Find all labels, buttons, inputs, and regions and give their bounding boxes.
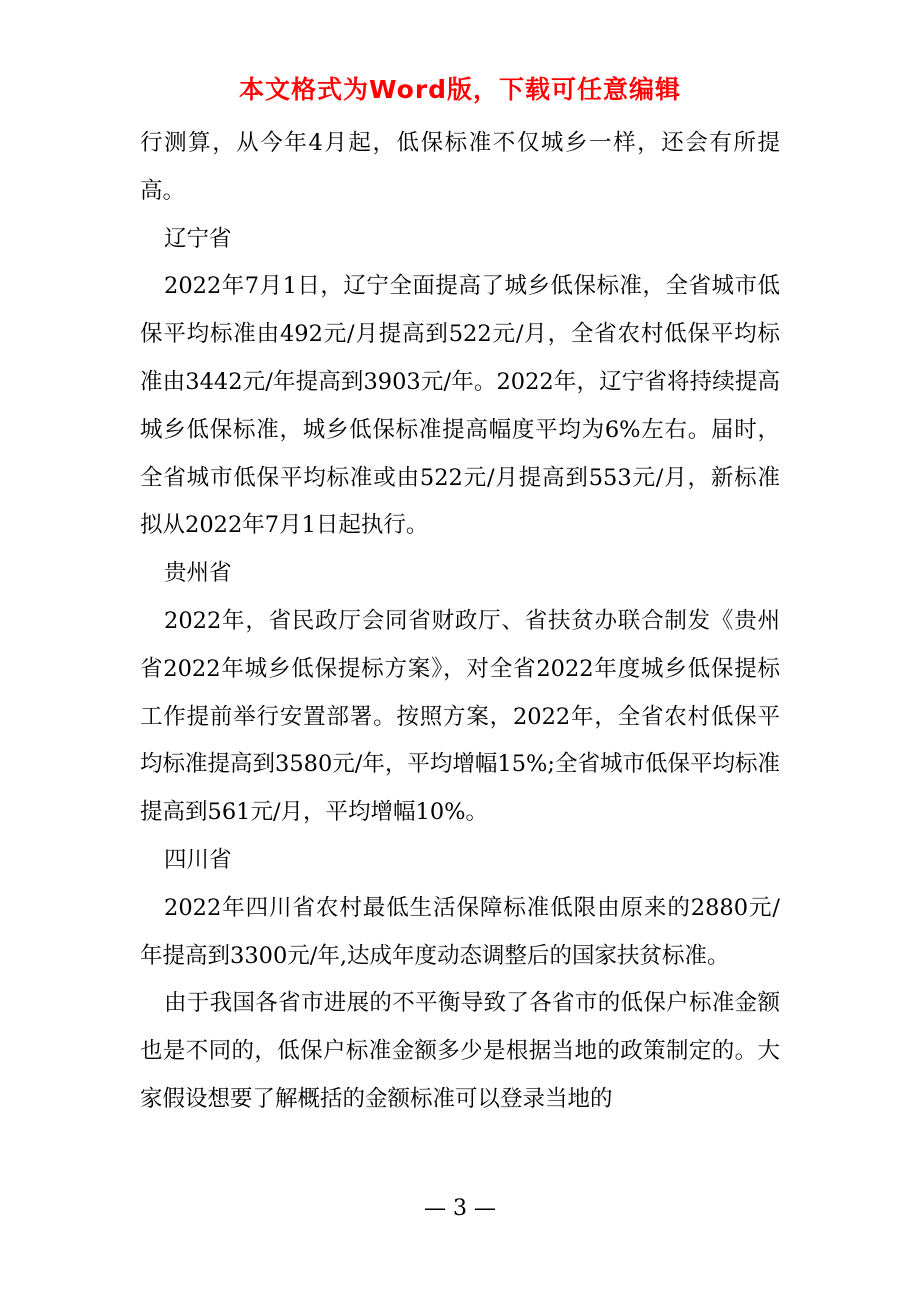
page-number: — 3 —	[424, 1196, 496, 1221]
paragraph-liaoning: 2022年7月1日，辽宁全面提高了城乡低保标准，全省城市低保平均标准由492元/月提高到522元/月，全省农村低保平均标准由3442元/年提高到3903元/年。2022年，辽宁省将持续提高城乡低保标准，城乡低保标准提高幅度平均为6%左右。届时，全省城市低保平均标准或由522元/月提高到553元/月，新标准拟从2022年7月1日起执行。	[140, 273, 780, 539]
paragraph-sichuan: 2022年四川省农村最低生活保障标准低限由原来的2880元/年提高到3300元/年,达成年度动态调整后的国家扶贫标准。	[140, 894, 780, 969]
paragraph-summary: 由于我国各省市进展的不平衡导致了各省市的低保户标准金额也是不同的，低保户标准金额多少是根据当地的政策制定的。大家假设想要了解概括的金额标准可以登录当地的	[140, 990, 780, 1112]
section-heading-sichuan: 四川省	[164, 846, 232, 873]
paragraph-guizhou: 2022年，省民政厅会同省财政厅、省扶贫办联合制发《贵州省2022年城乡低保提标方案》，对全省2022年度城乡低保提标工作提前举行安置部署。按照方案，2022年，全省农村低保平均标准提高到3580元/年，平均增幅15%;全省城市低保平均标准提高到561元/月，平均增幅10%。	[140, 607, 780, 826]
section-heading-liaoning: 辽宁省	[164, 225, 232, 252]
paragraph-continuation: 行测算，从今年4月起，低保标准不仅城乡一样，还会有所提高。	[140, 130, 780, 204]
section-heading-guizhou: 贵州省	[164, 560, 232, 587]
document-body	[140, 120, 780, 1124]
banner-title: 本文格式为Word版，下载可任意编辑	[238, 75, 682, 104]
